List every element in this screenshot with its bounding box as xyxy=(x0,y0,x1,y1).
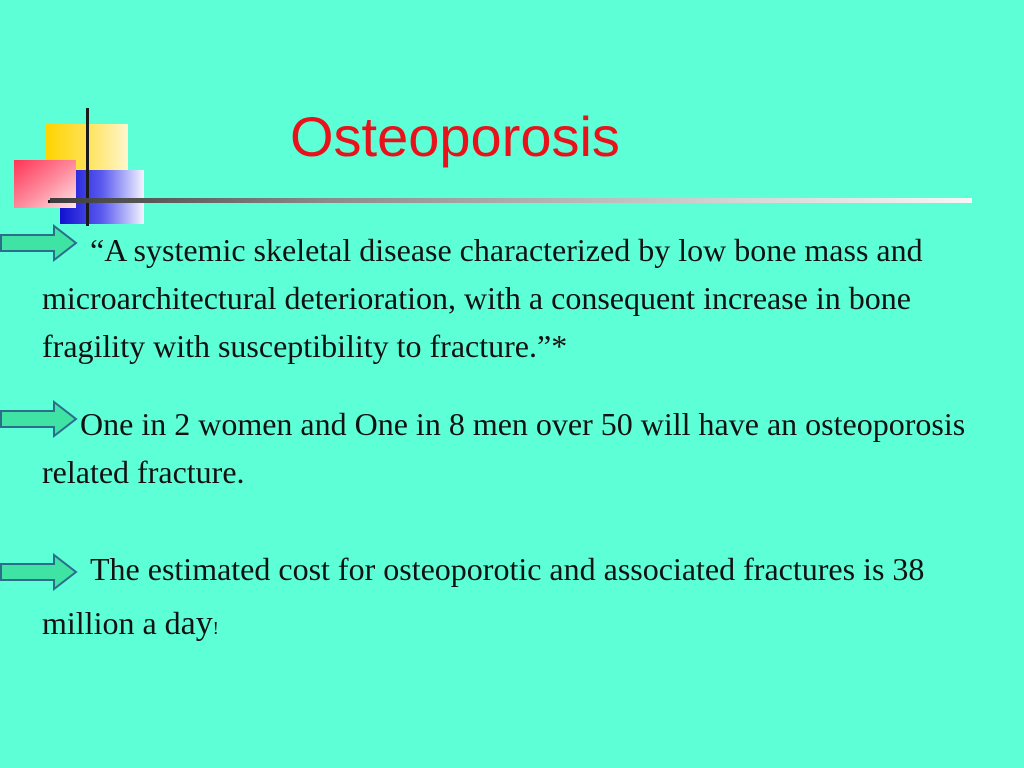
bullet-statistic xyxy=(42,400,1014,496)
color-blocks-logo xyxy=(0,0,160,230)
bullet-cost-exclamation: ! xyxy=(212,618,219,638)
bullet-cost-text-ay: ay xyxy=(180,605,213,642)
bullet-statistic-text: One in 2 women and One in 8 men over 50 will have an osteoporosis related fracture. xyxy=(42,406,966,490)
bullet-definition-text: “A systemic skeletal disease characterized by low bone mass and microarchitectural deterioration, with a consequent increase in bone fragility with susceptibility to fracture.”* xyxy=(42,232,923,364)
bullet-cost xyxy=(42,542,1014,655)
slide-title: Osteoporosis xyxy=(290,105,620,168)
title-divider xyxy=(50,198,972,203)
bullet-definition xyxy=(42,226,1014,370)
bullet-cost-text: The estimated cost for osteoporotic and associated fractures is 38 million a d xyxy=(42,551,925,641)
logo-vertical-line xyxy=(86,108,89,226)
